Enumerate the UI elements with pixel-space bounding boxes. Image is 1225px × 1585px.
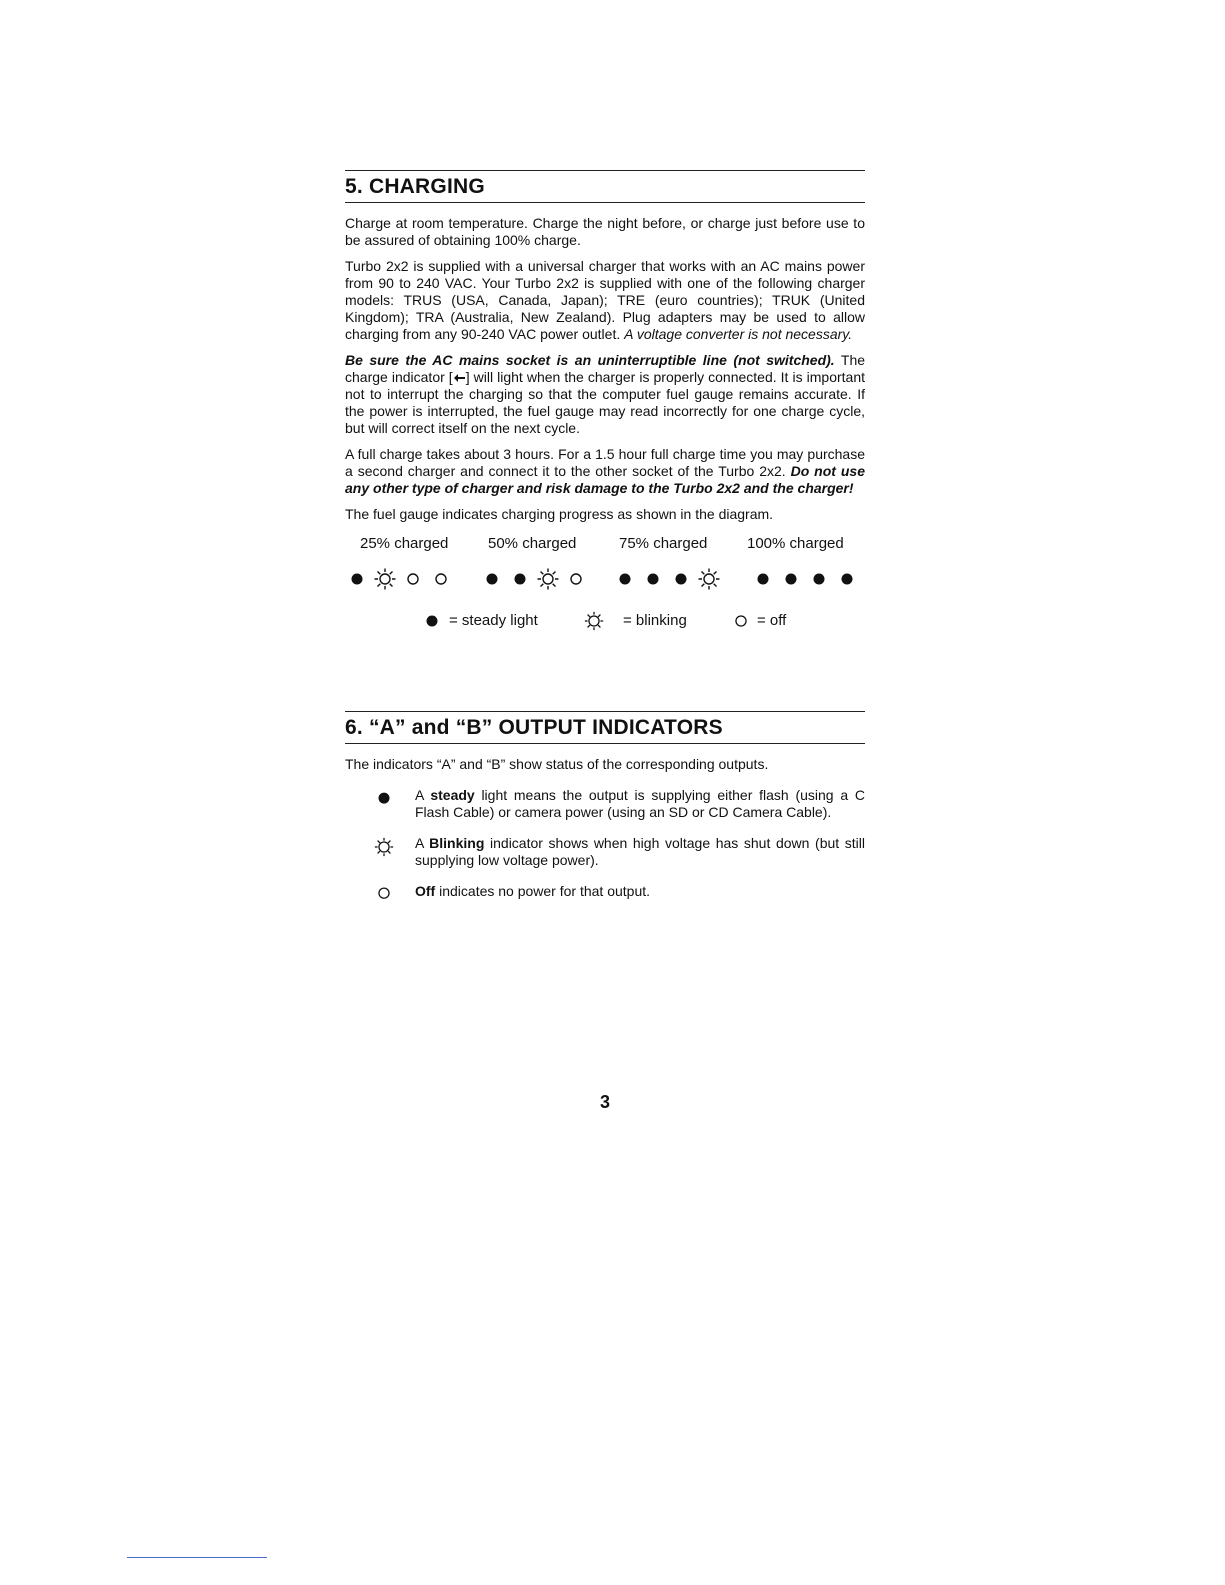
output-indicator-list — [345, 787, 865, 900]
list-item-blinking — [345, 835, 865, 869]
section-5-header — [345, 170, 865, 203]
item-text: indicates no power for that output. — [435, 883, 651, 899]
gauge-label-100: 100% charged — [747, 535, 844, 552]
gauge-label-50: 50% charged — [488, 535, 577, 552]
charger-warning: Do not use any other type of charger and risk damage to the Turbo 2x2 and the charger! — [345, 463, 865, 496]
list-item-off — [345, 883, 865, 900]
footer-rule — [127, 1557, 267, 1558]
steady-light-icon — [421, 610, 443, 632]
steady-light-icon — [613, 567, 637, 591]
blinking-light-icon — [583, 610, 605, 632]
item-prefix: A — [415, 787, 431, 803]
legend-blink-label: = blinking — [623, 612, 687, 629]
blinking-light-icon — [373, 836, 395, 858]
off-light-icon — [564, 567, 588, 591]
gauge-labels — [345, 535, 865, 557]
off-light-icon — [401, 567, 425, 591]
socket-warning: Be sure the AC mains socket is an uninterruptible line (not switched). — [345, 352, 835, 368]
section-5-title: 5. CHARGING — [345, 175, 485, 198]
gauge-label-75: 75% charged — [619, 535, 708, 552]
converter-note: A voltage converter is not necessary. — [624, 326, 853, 342]
off-light-icon — [429, 567, 453, 591]
legend-off-label: = off — [757, 612, 787, 629]
steady-light-icon — [779, 567, 803, 591]
section-6-header — [345, 711, 865, 744]
steady-light-icon — [669, 567, 693, 591]
steady-light-icon — [480, 567, 504, 591]
item-prefix: A — [415, 835, 430, 851]
item-keyword: Blinking — [429, 835, 485, 851]
blinking-light-icon — [536, 567, 560, 591]
item-keyword: Off — [415, 883, 436, 899]
page-number: 3 — [599, 1092, 610, 1112]
charging-paragraph-3 — [345, 352, 865, 437]
full-charge-text: A full charge takes about 3 hours. For a 1.5 hour full charge time you may purchase a second charger and connect it to the other socket of the Turbo 2x2. — [345, 446, 865, 479]
charging-paragraph-4 — [345, 446, 865, 497]
charge-plug-icon — [453, 373, 466, 383]
charger-models-text: Turbo 2x2 is supplied with a universal charger that works with an AC mains power from 90 to 240 VAC. Your Turbo 2x2 is supplied with one of the following charger models: TRUS (USA, Canada, Japan); TRE (euro countries); TRUK (United Kingdom); TRA (Australia, New Zealand). Plug adapters may be used to allow charging from any 90-240 VAC power outlet. — [345, 258, 865, 342]
steady-light-icon — [641, 567, 665, 591]
off-light-icon — [730, 610, 752, 632]
section-6-title: 6. “A” and “B” OUTPUT INDICATORS — [345, 716, 723, 739]
steady-light-icon — [835, 567, 859, 591]
item-text: light means the output is supplying either flash (using a C Flash Cable) or camera power (using an SD or CD Camera Cable). — [415, 787, 865, 820]
steady-light-icon — [373, 788, 395, 810]
off-light-icon — [373, 884, 395, 906]
manual-page — [345, 170, 866, 1112]
charging-paragraph-2 — [345, 258, 865, 343]
charging-paragraph-1: Charge at room temperature. Charge the night before, or charge just before use to be assured of obtaining 100% charge. — [345, 215, 865, 248]
fuel-gauge-diagram — [345, 561, 865, 597]
item-keyword: steady — [430, 787, 475, 803]
steady-light-icon — [345, 567, 369, 591]
steady-light-icon — [508, 567, 532, 591]
blinking-light-icon — [697, 567, 721, 591]
legend-steady-label: = steady light — [449, 612, 538, 629]
fuel-gauge-intro: The fuel gauge indicates charging progress as shown in the diagram. — [345, 506, 774, 522]
steady-light-icon — [807, 567, 831, 591]
item-text: indicator shows when high voltage has shut down (but still supplying low voltage power). — [415, 835, 865, 868]
blinking-light-icon — [373, 567, 397, 591]
gauge-label-25: 25% charged — [360, 535, 449, 552]
charge-indicator-text-b: ] will light when the charger is properly connected. It is important not to interrupt the charging so that the computer fuel gauge remains accurate. If the power is interrupted, the fuel gauge may read incorrectly for one charge cycle, but will correct itself on the next cycle. — [345, 369, 865, 436]
gauge-legend — [345, 607, 865, 637]
steady-light-icon — [751, 567, 775, 591]
output-intro: The indicators “A” and “B” show status of the corresponding outputs. — [345, 756, 769, 772]
charge-indicator-text-a: The charge indicator [ — [345, 352, 866, 385]
list-item-steady — [345, 787, 865, 821]
